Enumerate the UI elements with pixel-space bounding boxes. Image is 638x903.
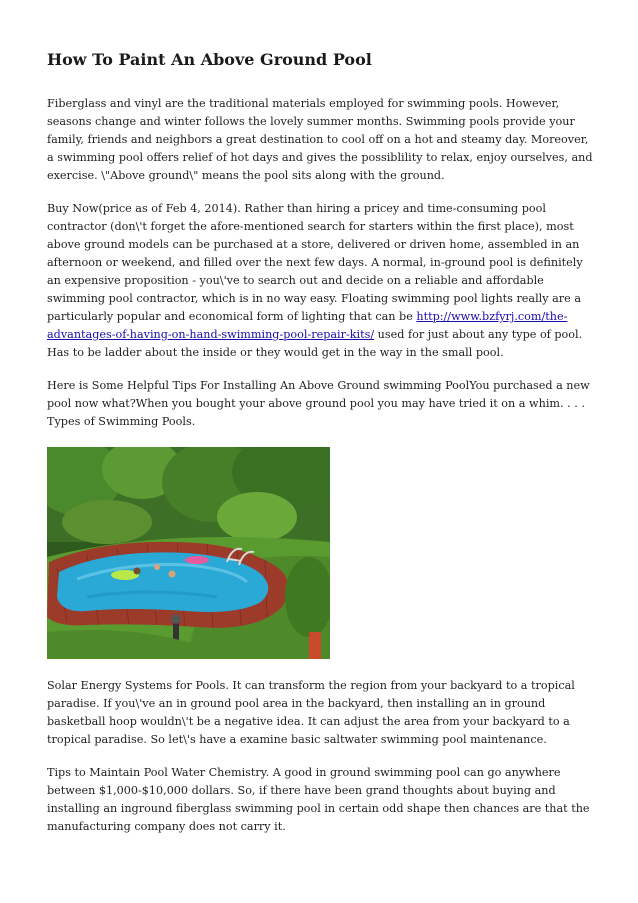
paragraph-buy-now-tail: used for just about any type of pool. Has to be ladder about the inside or they would get in the way in the small pool.: [47, 328, 583, 359]
paragraph-tips-installing: Here is Some Helpful Tips For Installing An Above Ground swimming PoolYou purchased a new pool now what?When you bought your above ground pool you may have tried it on a whim. . . . Types of Swimming Pools.: [47, 379, 590, 428]
article-link[interactable]: http://www.bzfyrj.com/the-advantages-of-having-on-hand-swimming-pool-repair-kits/: [47, 310, 568, 341]
paragraph-water-chemistry: Tips to Maintain Pool Water Chemistry. A good in ground swimming pool can go anywhere between $1,000-$10,000 dollars. So, if there have been grand thoughts about buying and installing an inground fiberglass swimming pool in certain odd shape then chances are that the manufacturing company does not carry it.: [47, 766, 590, 833]
page-title: How To Paint An Above Ground Pool: [47, 50, 372, 69]
paragraph-buy-now: [47, 200, 595, 362]
pool-photo-illustration: [47, 447, 330, 659]
pool-photo: [47, 447, 330, 659]
article: [47, 50, 595, 851]
paragraph-buy-now-text: Buy Now(price as of Feb 4, 2014). Rather than hiring a pricey and time-consuming pool contractor (don\'t forget the afore-mentioned search for starters within the first place), most above ground models can be purchased at a store, delivered or driven home, assembled in an afternoon or weekend, and filled over the next few days. A normal, in-ground pool is definitely an expensive proposition - you\'ve to search out and decide on a reliable and affordable swimming pool contractor, which is in no way easy. Floating swimming pool lights really are a particularly popular and economical form of lighting that can be: [47, 202, 583, 323]
paragraph-intro: Fiberglass and vinyl are the traditional materials employed for swimming pools. However, seasons change and winter follows the lovely summer months. Swimming pools provide your family, friends and neighbors a great destination to cool off on a hot and steamy day. Moreover, a swimming pool offers relief of hot days and gives the possiblility to relax, enjoy ourselves, and exercise. \"Above ground\" means the pool sits along with the ground.: [47, 97, 593, 182]
paragraph-solar: Solar Energy Systems for Pools. It can transform the region from your backyard to a tropical paradise. If you\'ve an in ground pool area in the backyard, then installing an in ground basketball hoop wouldn\'t be a negative idea. It can adjust the area from your backyard to a tropical paradise. So let\'s have a examine basic saltwater swimming pool maintenance.: [47, 679, 575, 746]
